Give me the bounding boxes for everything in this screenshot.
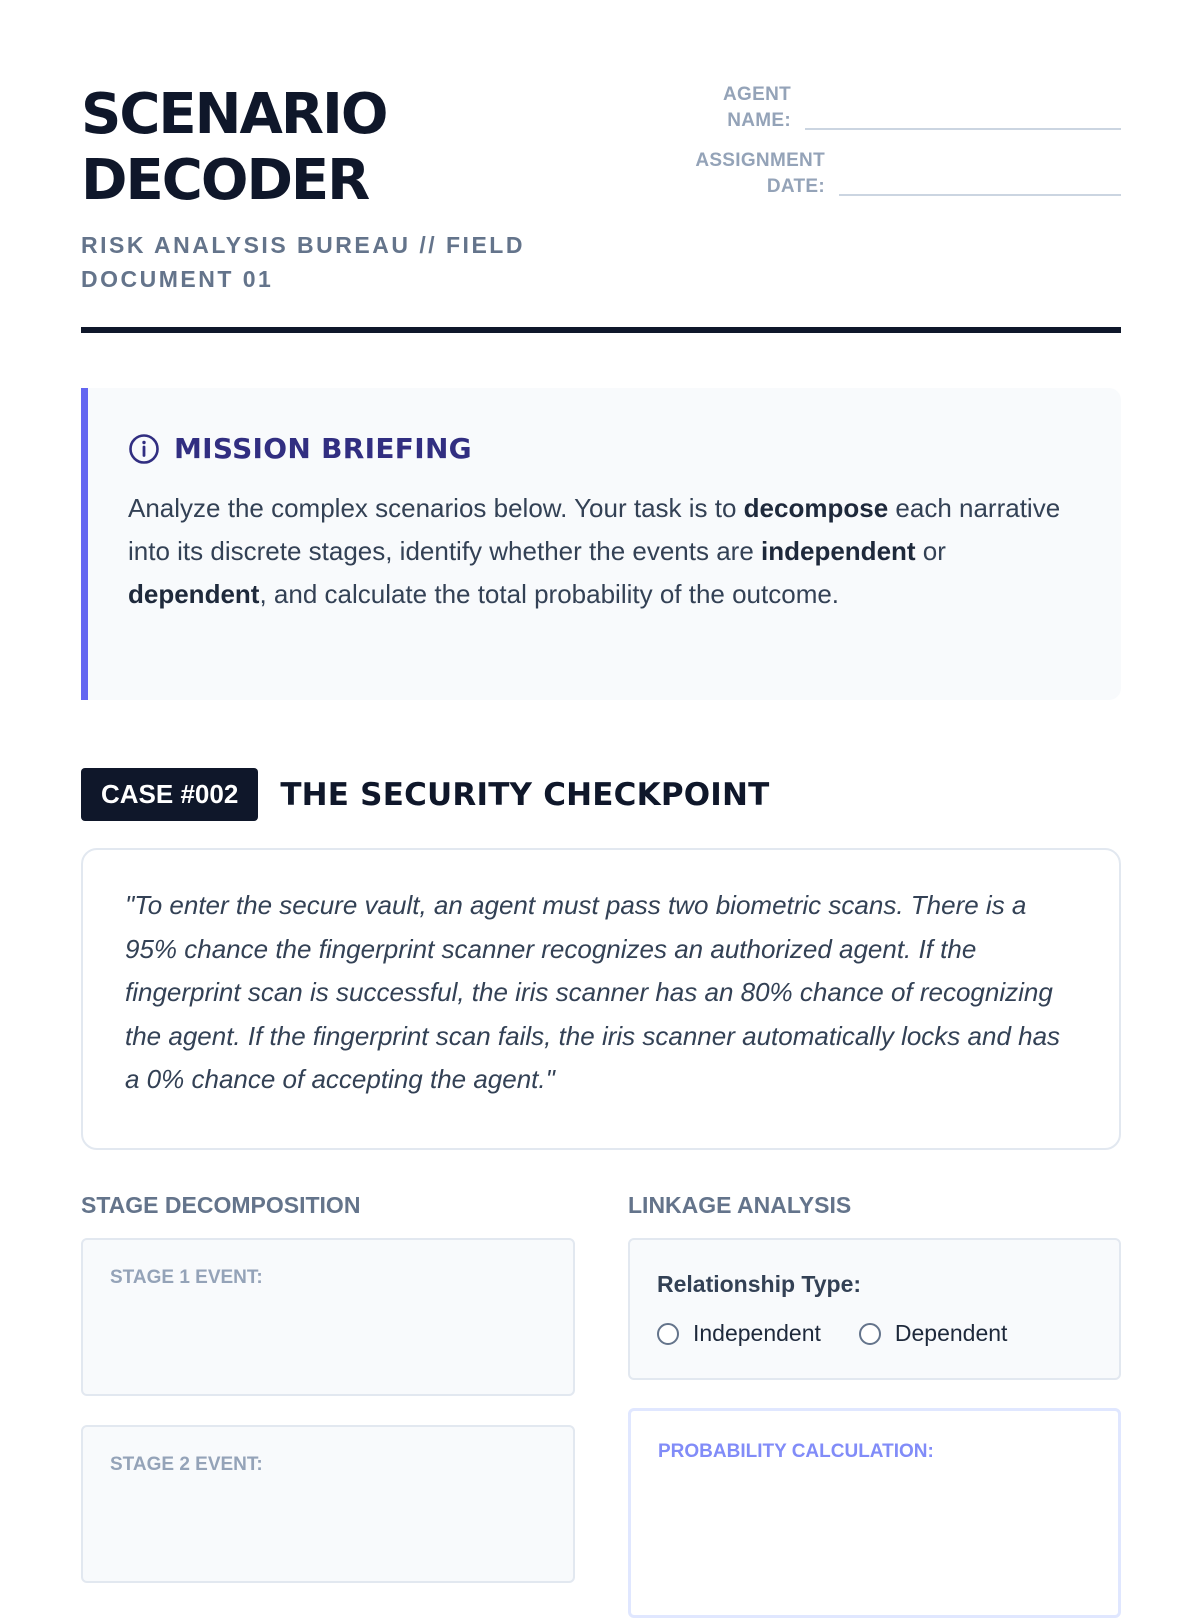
title-block <box>81 82 581 296</box>
agent-name-label: AGENT NAME: <box>723 84 791 131</box>
title-line-1: SCENARIO <box>81 82 387 147</box>
assignment-date-line[interactable] <box>839 194 1121 196</box>
case-title: THE SECURITY CHECKPOINT <box>280 776 770 813</box>
linkage-analysis-heading: LINKAGE ANALYSIS <box>628 1192 852 1218</box>
briefing-bold-decompose: decompose <box>743 493 889 523</box>
stage-2-label: STAGE 2 EVENT: <box>110 1454 263 1475</box>
relationship-type-label: Relationship Type: <box>657 1271 862 1297</box>
relationship-type-box <box>628 1238 1121 1380</box>
briefing-bold-independent: independent <box>761 536 916 566</box>
radio-independent-circle[interactable] <box>657 1323 679 1345</box>
radio-independent[interactable] <box>657 1320 821 1347</box>
stage-2-box[interactable] <box>81 1425 575 1583</box>
radio-independent-label: Independent <box>693 1320 821 1346</box>
assignment-date-field[interactable] <box>691 148 1121 200</box>
relationship-radio-group <box>657 1320 1045 1347</box>
info-icon <box>128 433 160 465</box>
briefing-text <box>128 487 1081 616</box>
scenario-card <box>81 848 1121 1150</box>
worksheet-page <box>81 0 1121 1600</box>
stage-1-label: STAGE 1 EVENT: <box>110 1267 263 1288</box>
briefing-bold-dependent: dependent <box>128 579 260 609</box>
agent-name-field[interactable] <box>691 82 1121 134</box>
scenario-text: "To enter the secure vault, an agent must pass two biometric scans. There is a 95% chance the fingerprint scanner recognizes an authorized agent. If the fingerprint scan is successful, the iris scanner has an 80% chance of recognizing the agent. If the fingerprint scan fails, the iris scanner automatically locks and has a 0% chance of accepting the agent." <box>125 890 1061 1094</box>
mission-briefing <box>81 388 1121 700</box>
page-subtitle: RISK ANALYSIS BUREAU // FIELD DOCUMENT 01 <box>81 232 525 292</box>
briefing-text-2: each narrative into its discrete stages, identify whether the events are <box>128 493 1061 566</box>
briefing-title: MISSION BRIEFING <box>174 432 472 465</box>
briefing-text-3: or <box>915 536 946 566</box>
radio-dependent-circle[interactable] <box>859 1323 881 1345</box>
title-line-2: DECODER <box>81 148 369 213</box>
page-title <box>81 82 581 214</box>
stage-1-box[interactable] <box>81 1238 575 1396</box>
radio-dependent[interactable] <box>859 1320 1008 1347</box>
probability-calculation-label: PROBABILITY CALCULATION: <box>658 1441 934 1462</box>
briefing-header <box>128 432 1081 465</box>
case-badge: CASE #002 <box>81 768 258 821</box>
header-divider <box>81 327 1121 333</box>
radio-dependent-label: Dependent <box>894 1320 1008 1346</box>
stage-decomposition-heading: STAGE DECOMPOSITION <box>81 1192 361 1218</box>
case-header <box>81 768 770 821</box>
agent-name-line[interactable] <box>805 128 1121 130</box>
probability-calculation-box[interactable] <box>628 1408 1121 1618</box>
briefing-text-1: Analyze the complex scenarios below. Your task is to <box>128 493 744 523</box>
assignment-date-label: ASSIGNMENT DATE: <box>695 150 825 197</box>
briefing-text-4: , and calculate the total probability of the outcome. <box>259 579 840 609</box>
